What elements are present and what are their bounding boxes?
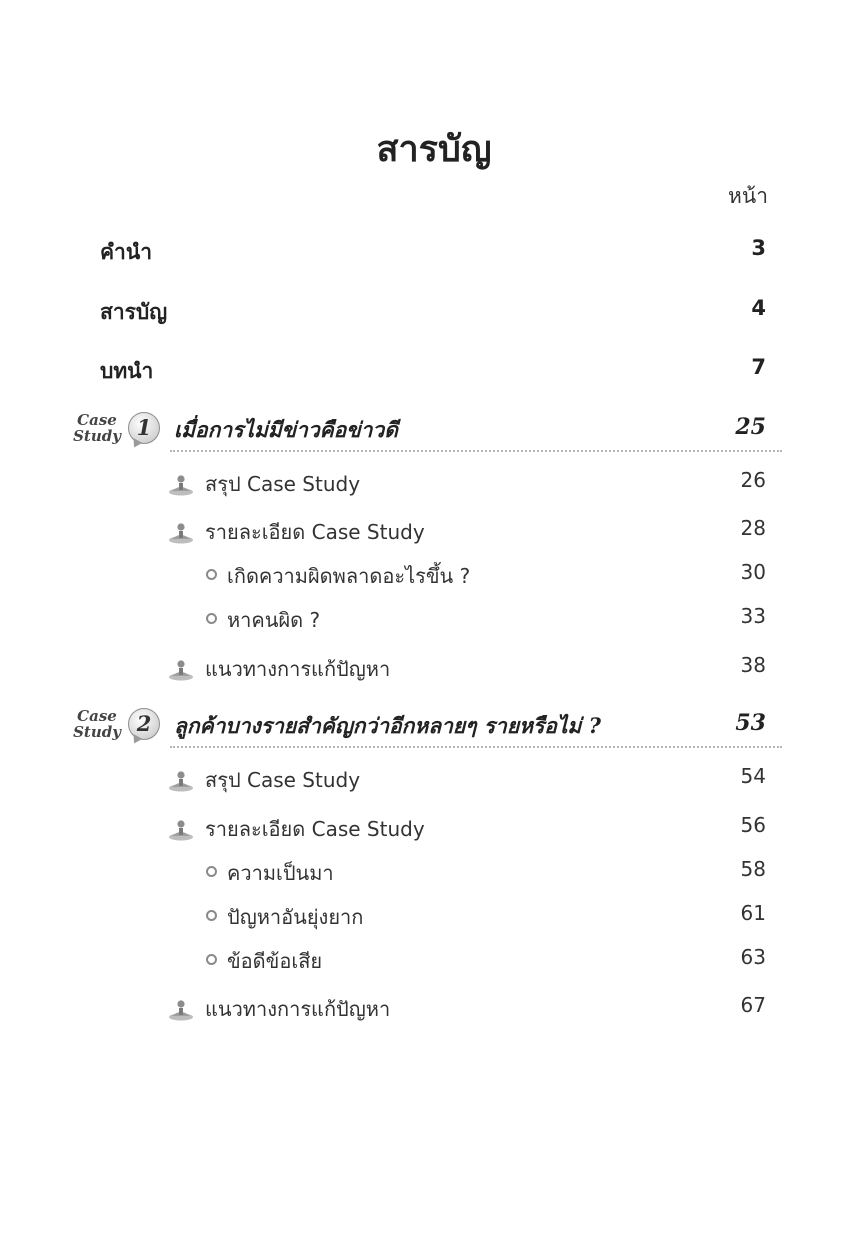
case-study-number-bubble: 1 xyxy=(128,412,160,444)
toc-entry-label: คำนำ xyxy=(100,240,152,264)
toc-subsubentry-label: ปัญหาอันยุ่งยาก xyxy=(227,905,364,929)
toc-subentry[interactable] xyxy=(0,993,868,1027)
case-study-badge-line2: Study xyxy=(73,723,121,741)
toc-subsubentry-label: ความเป็นมา xyxy=(227,861,334,885)
toc-subsubentry-page: 58 xyxy=(740,857,766,881)
dotted-divider xyxy=(170,746,782,748)
toc-subsubentry-label: ข้อดีข้อเสีย xyxy=(227,949,323,973)
circle-bullet-icon xyxy=(206,613,217,624)
page-title: สารบัญ xyxy=(376,129,492,170)
case-study-2-heading[interactable] xyxy=(0,708,868,756)
case-study-1-heading[interactable] xyxy=(0,412,868,460)
toc-subentry-label: รายละเอียด Case Study xyxy=(205,520,425,544)
toc-subentry[interactable] xyxy=(0,468,868,502)
case-study-page: 25 xyxy=(735,414,766,440)
case-study-page: 53 xyxy=(735,710,766,736)
toc-subsubentry-page: 61 xyxy=(740,901,766,925)
toc-entry-contents[interactable] xyxy=(0,296,868,330)
toc-entry-page: 3 xyxy=(751,236,766,260)
circle-bullet-icon xyxy=(206,866,217,877)
toc-subsubentry-page: 30 xyxy=(740,560,766,584)
toc-subentry-page: 38 xyxy=(740,653,766,677)
page-column-header: หน้า xyxy=(728,184,768,208)
toc-subentry-page: 67 xyxy=(740,993,766,1017)
toc-subsubentry-label: เกิดความผิดพลาดอะไรขึ้น ? xyxy=(227,564,471,588)
case-study-badge xyxy=(72,708,122,740)
toc-subentry[interactable] xyxy=(0,516,868,550)
toc-subentry-label: สรุป Case Study xyxy=(205,768,361,792)
case-study-badge-line1: Case xyxy=(77,707,117,725)
toc-subsubentry[interactable] xyxy=(0,945,868,979)
toc-subsubentry-label: หาคนผิด ? xyxy=(227,608,321,632)
toc-subentry-page: 26 xyxy=(740,468,766,492)
toc-entry-page: 7 xyxy=(751,355,766,379)
case-study-number-bubble: 2 xyxy=(128,708,160,740)
toc-entry-label: บทนำ xyxy=(100,359,154,383)
circle-bullet-icon xyxy=(206,910,217,921)
person-icon xyxy=(168,657,194,681)
toc-entry-page: 4 xyxy=(751,296,766,320)
dotted-divider xyxy=(170,450,782,452)
toc-subsubentry[interactable] xyxy=(0,560,868,594)
case-study-badge xyxy=(72,412,122,444)
toc-subentry[interactable] xyxy=(0,813,868,847)
person-icon xyxy=(168,520,194,544)
case-study-title: เมื่อการไม่มีข่าวคือข่าวดี xyxy=(174,417,398,442)
toc-subentry[interactable] xyxy=(0,764,868,798)
case-study-title: ลูกค้าบางรายสำคัญกว่าอีกหลายๆ รายหรือไม่ ? xyxy=(174,713,601,738)
person-icon xyxy=(168,472,194,496)
toc-subsubentry[interactable] xyxy=(0,901,868,935)
toc-entry-foreword[interactable] xyxy=(0,236,868,270)
toc-subsubentry[interactable] xyxy=(0,604,868,638)
toc-subsubentry[interactable] xyxy=(0,857,868,891)
circle-bullet-icon xyxy=(206,569,217,580)
toc-subentry-page: 54 xyxy=(740,764,766,788)
person-icon xyxy=(168,817,194,841)
person-icon xyxy=(168,768,194,792)
toc-subsubentry-page: 33 xyxy=(740,604,766,628)
circle-bullet-icon xyxy=(206,954,217,965)
person-icon xyxy=(168,997,194,1021)
toc-subentry[interactable] xyxy=(0,653,868,687)
toc-subentry-page: 56 xyxy=(740,813,766,837)
toc-entry-introduction[interactable] xyxy=(0,355,868,389)
toc-subsubentry-page: 63 xyxy=(740,945,766,969)
toc-subentry-label: แนวทางการแก้ปัญหา xyxy=(205,657,391,681)
toc-subentry-label: รายละเอียด Case Study xyxy=(205,817,425,841)
case-study-badge-line1: Case xyxy=(77,411,117,429)
toc-entry-label: สารบัญ xyxy=(100,300,168,324)
toc-subentry-label: แนวทางการแก้ปัญหา xyxy=(205,997,391,1021)
case-study-badge-line2: Study xyxy=(73,427,121,445)
toc-subentry-page: 28 xyxy=(740,516,766,540)
toc-subentry-label: สรุป Case Study xyxy=(205,472,361,496)
